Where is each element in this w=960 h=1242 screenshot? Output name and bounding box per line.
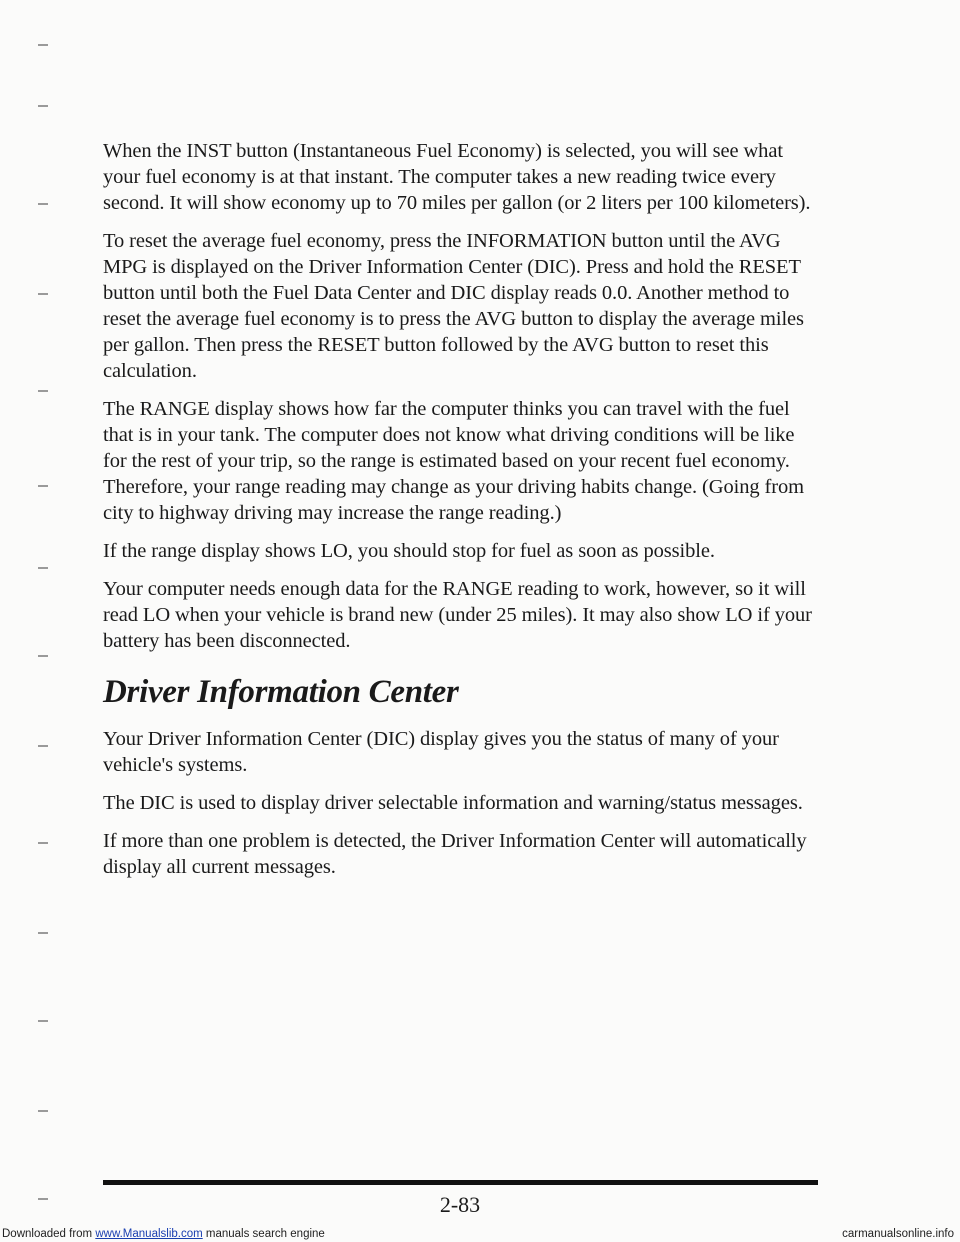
margin-tick <box>38 745 48 747</box>
paragraph-dic-status: Your Driver Information Center (DIC) display gives you the status of many of your vehicle's systems. <box>103 728 779 776</box>
paragraph-range-lo: If the range display shows LO, you should stop for fuel as soon as possible. <box>103 540 715 562</box>
footer-suffix: manuals search engine <box>202 1228 325 1240</box>
margin-tick <box>38 567 48 569</box>
paragraph-reset-average: To reset the average fuel economy, press the INFORMATION button until the AVG MPG is displayed on the Driver Information Center (DIC). Press and hold the RESET button until both the Fuel Data Center and DIC display reads 0.0. Another method to reset the average fuel economy is to press the AVG button to display the average miles per gallon. Then press the RESET button followed by the AVG button to reset this calculation. <box>103 230 804 382</box>
page-number: 2-83 <box>439 1192 481 1217</box>
margin-tick <box>38 390 48 392</box>
margin-tick <box>38 655 48 657</box>
margin-tick <box>38 932 48 934</box>
body-text <box>103 138 823 892</box>
margin-tick <box>38 1020 48 1022</box>
section-heading: Driver Information Center <box>103 674 459 710</box>
margin-tick <box>38 293 48 295</box>
margin-tick <box>38 1110 48 1112</box>
paragraph-dic-messages: If more than one problem is detected, the Driver Information Center will automatically display all current messages. <box>103 830 807 878</box>
paragraph-range-data: Your computer needs enough data for the RANGE reading to work, however, so it will read LO when your vehicle is brand new (under 25 miles). It may also show LO if your battery has been disconnected. <box>103 578 812 652</box>
footer-rule <box>103 1180 818 1185</box>
margin-tick <box>38 44 48 46</box>
footer-watermark: carmanualsonline.info <box>842 1228 954 1240</box>
margin-tick <box>38 203 48 205</box>
download-footer <box>0 1226 960 1242</box>
margin-tick <box>38 105 48 107</box>
margin-tick <box>38 485 48 487</box>
footer-source <box>2 1226 325 1242</box>
paragraph-inst-button: When the INST button (Instantaneous Fuel Economy) is selected, you will see what your fuel economy is at that instant. The computer takes a new reading twice every second. It will show economy up to 70 miles per gallon (or 2 liters per 100 kilometers). <box>103 140 811 214</box>
paragraph-range-display: The RANGE display shows how far the computer thinks you can travel with the fuel that is in your tank. The computer does not know what driving conditions will be like for the rest of your trip, so the range is estimated based on your recent fuel economy. Therefore, your range reading may change as your driving habits change. (Going from city to highway driving may increase the range reading.) <box>103 398 804 524</box>
footer-prefix: Downloaded from <box>2 1228 96 1240</box>
paragraph-dic-usage: The DIC is used to display driver selectable information and warning/status messages. <box>103 792 803 814</box>
margin-tick <box>38 842 48 844</box>
manualslib-link[interactable]: www.Manualslib.com <box>95 1228 203 1240</box>
